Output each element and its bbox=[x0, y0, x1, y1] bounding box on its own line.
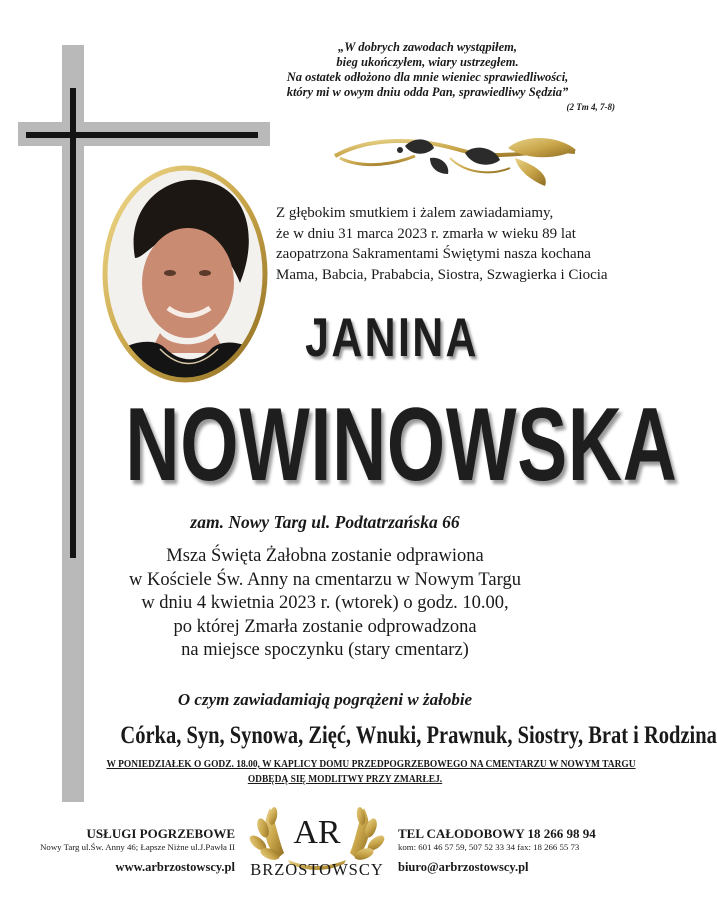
phone-number[interactable]: TEL CAŁODOBOWY 18 266 98 94 bbox=[398, 826, 596, 841]
notice-line: W PONIEDZIAŁEK O GODZ. 18.00, W KAPLICY DOMU PRZEDPOGRZEBOWEGO NA CMENTARZU W NOWYM TARGU bbox=[106, 759, 636, 770]
notice-line: ODBĘDĄ SIĘ MODLITWY PRZY ZMARŁEJ. bbox=[247, 774, 443, 785]
deceased-first-name: JANINA bbox=[305, 306, 479, 368]
funeral-mass-info bbox=[80, 545, 570, 663]
mourners-intro: O czym zawiadamiają pogrążeni w żałobie bbox=[177, 690, 473, 709]
mourners-family: Córka, Syn, Synowa, Zięć, Wnuki, Prawnuk, Siostry, Brat i Rodzina bbox=[120, 722, 717, 749]
intro-line: że w dniu 31 marca 2023 r. zmarła w wieku 89 lat bbox=[276, 225, 576, 242]
cross-icon-bar bbox=[26, 132, 258, 138]
deceased-address: zam. Nowy Targ ul. Podtatrzańska 66 bbox=[190, 512, 460, 532]
mass-line: Msza Święta Żałobna zostanie odprawiona bbox=[166, 546, 484, 566]
mass-line: po której Zmarła zostanie odprowadzona bbox=[173, 616, 477, 637]
quote-line: bieg ukończyłem, wiary ustrzegłem. bbox=[336, 55, 519, 69]
leaf-ornament-icon bbox=[330, 128, 580, 190]
portrait-photo bbox=[100, 163, 270, 385]
funeral-services-title: USŁUGI POGRZEBOWE bbox=[86, 826, 235, 841]
mobile-numbers: kom: 601 46 57 59, 507 52 33 34 fax: 18 266 55 73 bbox=[398, 842, 580, 852]
logo-name: BRZOSTOWSCY bbox=[250, 860, 384, 879]
mass-line: w dniu 4 kwietnia 2023 r. (wtorek) o godz. 10.00, bbox=[141, 593, 509, 613]
bible-quote bbox=[240, 40, 615, 100]
logo-monogram: AR bbox=[293, 814, 341, 851]
quote-line: „W dobrych zawodach wystąpiłem, bbox=[338, 40, 517, 54]
quote-line: Na ostatek odłożono dla mnie wieniec sprawiedliwości, bbox=[286, 70, 569, 84]
intro-line: Z głębokim smutkiem i żalem zawiadamiamy, bbox=[276, 205, 554, 221]
quote-line: który mi w owym dniu odda Pan, sprawiedliwy Sędzia” bbox=[286, 85, 569, 99]
deceased-last-name: NOWINOWSKA bbox=[125, 387, 678, 503]
funeral-services-address: Nowy Targ ul.Św. Anny 46; Łapsze Niżne ul.J.Pawła II bbox=[40, 842, 235, 852]
quote-reference: (2 Tm 4, 7-8) bbox=[566, 102, 615, 112]
mass-line: w Kościele Św. Anny na cmentarzu w Nowym Targu bbox=[129, 569, 521, 590]
intro-line: Mama, Babcia, Prababcia, Siostra, Szwagierka i Ciocia bbox=[276, 266, 608, 283]
website-link[interactable]: www.arbrzostowscy.pl bbox=[115, 860, 235, 874]
mass-line: na miejsce spoczynku (stary cmentarz) bbox=[181, 640, 469, 660]
prayer-notice bbox=[106, 757, 636, 787]
intro-line: zaopatrzona Sakramentami Świętymi nasza kochana bbox=[276, 246, 591, 262]
email-link[interactable]: biuro@arbrzostowscy.pl bbox=[398, 860, 529, 874]
cross-icon bbox=[70, 88, 76, 558]
announcement-intro bbox=[276, 203, 621, 285]
